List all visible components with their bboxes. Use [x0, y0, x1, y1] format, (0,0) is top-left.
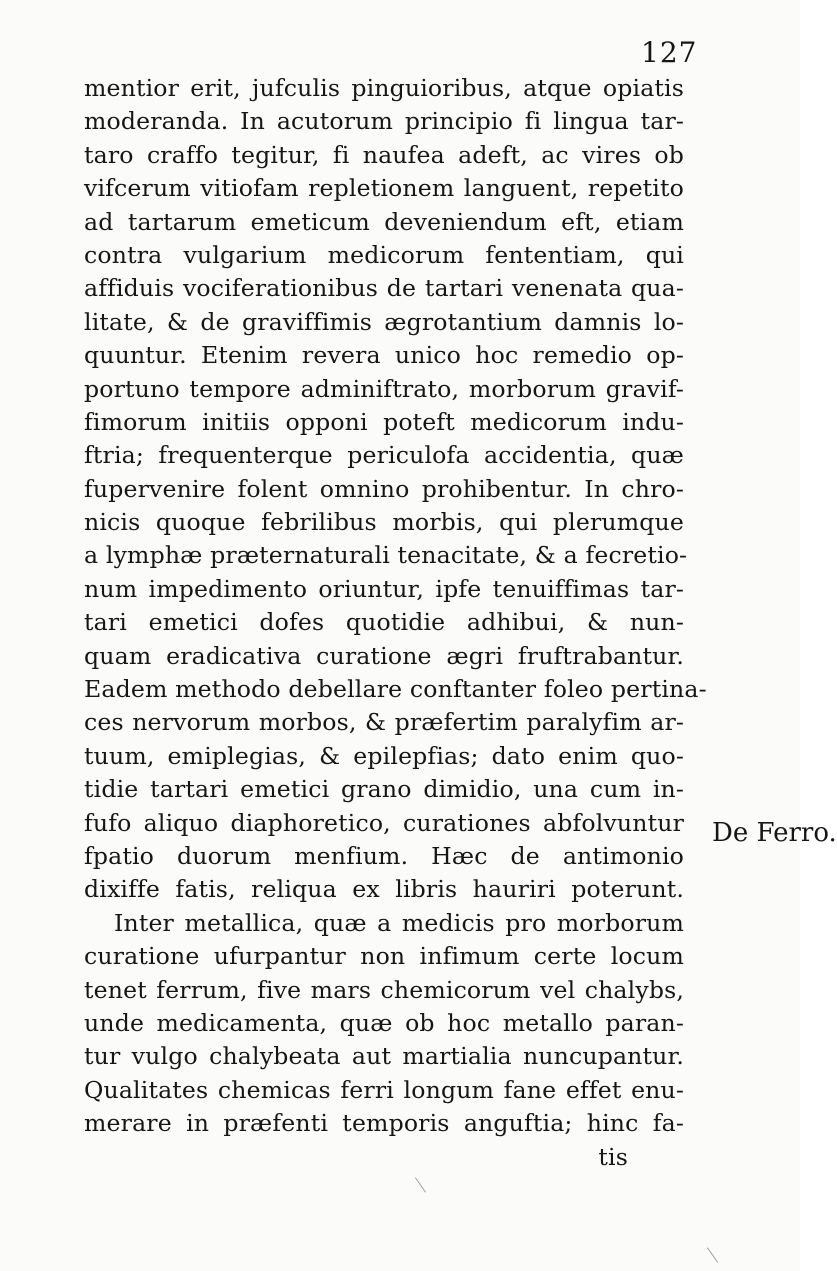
text-line: fpatio duorum menfium. Hæc de antimonio — [84, 841, 684, 870]
text-line: ftria; frequenterque periculofa accidentia, quæ — [84, 441, 684, 470]
text-line: fupervenire folent omnino prohibentur. In chro- — [84, 474, 684, 503]
catchword: tis — [598, 1142, 628, 1171]
text-line: dixiffe fatis, reliqua ex libris hauriri poterunt. — [84, 875, 684, 904]
text-line: quam eradicativa curatione ægri fruftrabantur. — [84, 641, 684, 670]
text-line: vifcerum vitiofam repletionem languent, repetito — [84, 174, 684, 203]
text-line: mentior erit, jufculis pinguioribus, atque opiatis — [84, 74, 684, 102]
text-line: merare in præfenti temporis anguftia; hinc fa- — [84, 1109, 684, 1138]
text-line: litate, & de graviffimis ægrotantium damnis lo- — [84, 307, 684, 336]
text-line: fimorum initiis opponi poteft medicorum indu- — [84, 407, 684, 436]
text-line: Inter metallica, quæ a medicis pro morborum — [114, 908, 684, 937]
ink-mark — [707, 1247, 718, 1262]
text-line: tenet ferrum, five mars chemicorum vel chalybs, — [84, 975, 684, 1004]
text-line: tur vulgo chalybeata aut martialia nuncupantur. — [84, 1042, 684, 1071]
body-text — [84, 72, 707, 1174]
text-line: quuntur. Etenim revera unico hoc remedio op- — [84, 341, 684, 370]
text-line: a lymphæ præternaturali tenacitate, & a fecretio- — [84, 541, 688, 570]
text-line: portuno tempore adminiftrato, morborum gravif- — [84, 374, 684, 403]
text-line: contra vulgarium medicorum fententiam, qui — [84, 240, 684, 269]
text-line: tuum, emiplegias, & epilepfias; dato enim quo- — [84, 741, 684, 770]
text-line: num impedimento oriuntur, ipfe tenuiffimas tar- — [84, 574, 684, 603]
text-line: ad tartarum emeticum deveniendum eft, etiam — [84, 207, 684, 236]
text-line: Qualitates chemicas ferri longum fane effet enu- — [84, 1075, 684, 1104]
text-line: ces nervorum morbos, & præfertim paralyfim ar- — [84, 708, 684, 737]
text-line: Eadem methodo debellare conftanter foleo pertina- — [84, 675, 707, 704]
text-line: unde medicamenta, quæ ob hoc metallo paran- — [84, 1008, 684, 1037]
text-line: fufo aliquo diaphoretico, curationes abfolvuntur — [84, 808, 684, 837]
text-line: taro craffo tegitur, fi naufea adeft, ac vires ob — [84, 140, 684, 169]
text-line: tari emetici dofes quotidie adhibui, & nun- — [84, 608, 684, 637]
text-line: affiduis vociferationibus de tartari venenata qua- — [84, 274, 684, 303]
ink-mark — [415, 1177, 426, 1192]
margin-note: De Ferro. — [712, 818, 837, 848]
text-line: moderanda. In acutorum principio fi lingua tar- — [84, 107, 684, 136]
text-line: curatione ufurpantur non infimum certe locum — [84, 942, 684, 971]
page-number: 127 — [641, 36, 698, 69]
text-line: nicis quoque febrilibus morbis, qui plerumque — [84, 508, 684, 537]
text-line: tidie tartari emetici grano dimidio, una cum in- — [84, 775, 684, 804]
